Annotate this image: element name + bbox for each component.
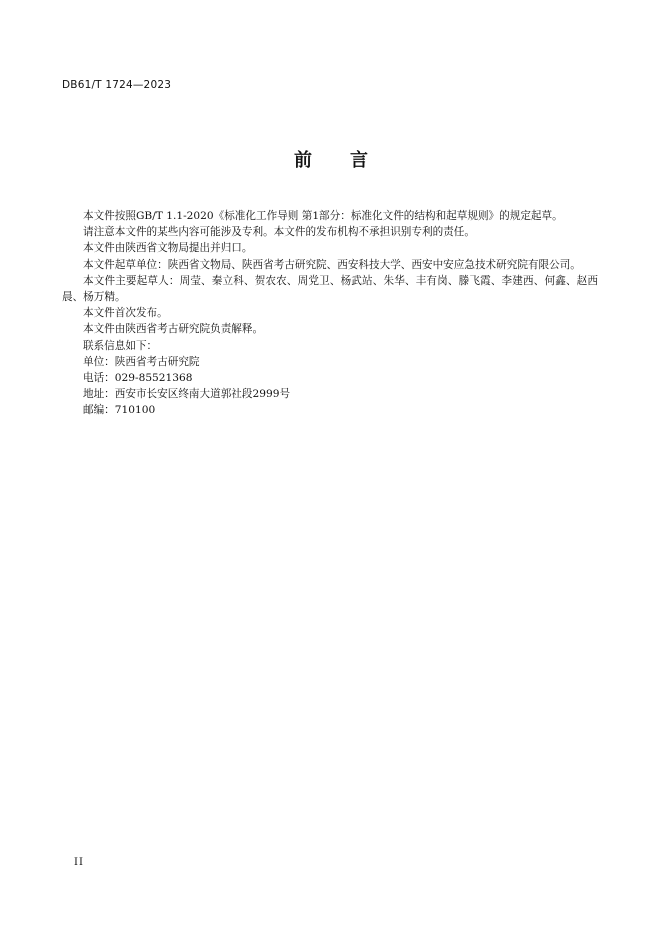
page-number: II	[74, 857, 84, 868]
heading-char-2: 言	[350, 150, 368, 171]
contact-postcode: 邮编：710100	[83, 404, 156, 417]
contact-unit: 单位：陕西省考古研究院	[83, 355, 200, 368]
paragraph-drafting-units: 本文件起草单位：陕西省文物局、陕西省考古研究院、西安科技大学、西安中安应急技术研究院有限公司。	[83, 258, 581, 271]
contact-address: 地址：西安市长安区终南大道郭社段2999号	[83, 388, 291, 401]
paragraph-first-release: 本文件首次发布。	[83, 307, 168, 320]
heading-char-1: 前	[294, 150, 312, 171]
section-heading	[0, 146, 662, 172]
paragraph-interpretation: 本文件由陕西省考古研究院负责解释。	[83, 323, 264, 336]
paragraph-drafters: 本文件主要起草人：周莹、秦立科、贺农农、周党卫、杨武站、朱华、丰有岗、滕飞霞、李建西、何鑫、赵西晨、杨万精。	[62, 274, 598, 304]
paragraph-proposer: 本文件由陕西省文物局提出并归口。	[83, 242, 253, 255]
contact-phone: 电话：029-85521368	[83, 372, 193, 385]
paragraph-contact-intro: 联系信息如下：	[83, 339, 158, 352]
preface-body	[62, 208, 598, 419]
paragraph-patent-notice: 请注意本文件的某些内容可能涉及专利。本文件的发布机构不承担识别专利的责任。	[83, 226, 475, 239]
document-code: DB61/T 1724—2023	[62, 79, 172, 91]
paragraph-standard-basis: 本文件按照GB/T 1.1-2020《标准化工作导则 第1部分：标准化文件的结构和起草规则》的规定起草。	[83, 210, 563, 222]
